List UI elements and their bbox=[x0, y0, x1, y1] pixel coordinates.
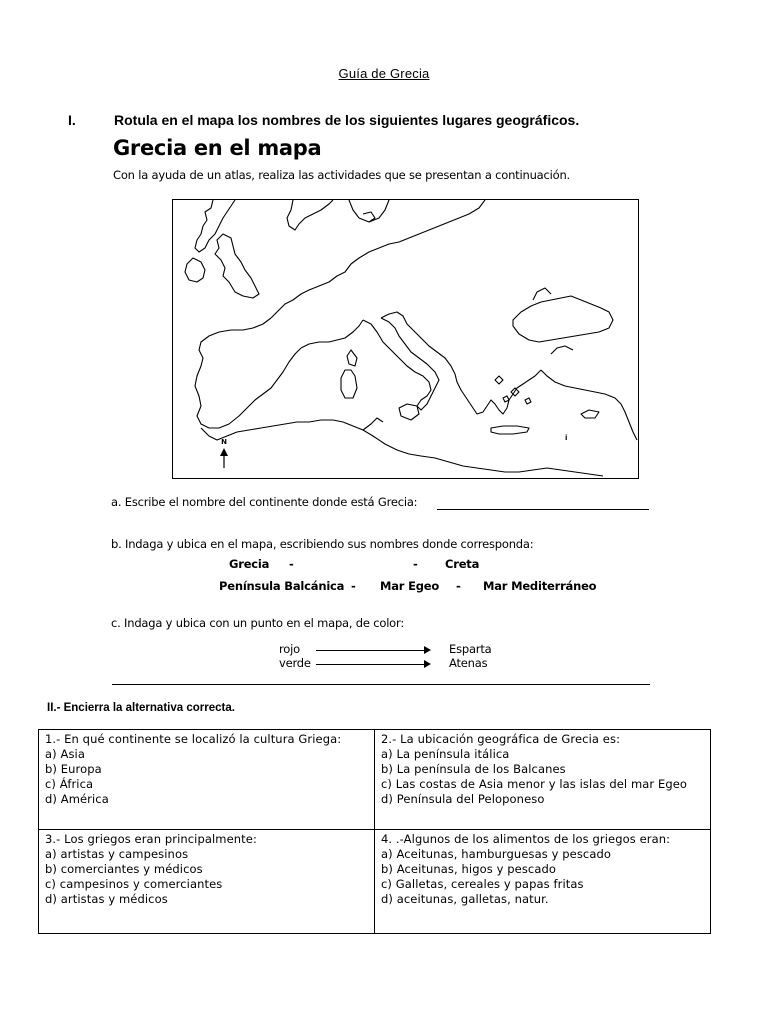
dash: - bbox=[289, 557, 294, 571]
france-south-coast bbox=[301, 320, 363, 348]
arrow-head-icon bbox=[424, 660, 431, 668]
crete-outline bbox=[491, 426, 529, 434]
activity-c: c. Indaga y ubica con un punto en el mapa, de color: bbox=[111, 616, 405, 630]
place-grecia: Grecia bbox=[229, 557, 270, 571]
balkan-coast bbox=[413, 330, 541, 414]
place-creta: Creta bbox=[445, 557, 480, 571]
arrow-line bbox=[316, 650, 424, 651]
section-one-instruction: Rotula en el mapa los nombres de los siguientes lugares geográficos. bbox=[114, 112, 580, 128]
question-text: 2.- La ubicación geográfica de Grecia es: bbox=[381, 732, 621, 746]
activity-b: b. Indaga y ubica en el mapa, escribiendo sus nombres donde corresponda: bbox=[111, 537, 534, 551]
question-cell-4 bbox=[375, 830, 711, 934]
color-verde: verde bbox=[279, 656, 311, 670]
answer-option[interactable]: d) América bbox=[45, 792, 109, 806]
corsica-outline bbox=[347, 350, 357, 366]
answer-option[interactable]: b) Europa bbox=[45, 762, 102, 776]
mediterranean-outline-map bbox=[173, 200, 638, 478]
sicily-outline bbox=[399, 404, 419, 420]
anatolia-coast bbox=[541, 370, 637, 440]
question-cell-1 bbox=[39, 730, 375, 830]
answer-blank-a[interactable] bbox=[437, 509, 649, 510]
arrow-head-icon bbox=[424, 646, 431, 654]
answer-option[interactable]: a) La península itálica bbox=[381, 747, 510, 761]
answer-option[interactable]: a) artistas y campesinos bbox=[45, 847, 189, 861]
north-africa-coast bbox=[201, 420, 603, 476]
answer-option[interactable]: d) Península del Peloponeso bbox=[381, 792, 545, 806]
sardinia-outline bbox=[341, 370, 357, 398]
north-label: N bbox=[221, 438, 227, 446]
dash: - bbox=[351, 579, 356, 593]
answer-option[interactable]: b) comerciantes y médicos bbox=[45, 862, 203, 876]
answer-option[interactable]: b) Aceitunas, higos y pescado bbox=[381, 862, 557, 876]
map-heading: Grecia en el mapa bbox=[113, 136, 322, 160]
answer-option[interactable]: c) Galletas, cereales y papas fritas bbox=[381, 877, 584, 891]
section-two-title: II.- Encierra la alternativa correcta. bbox=[47, 702, 235, 714]
scandinavia-outline bbox=[195, 200, 235, 252]
question-text: 3.- Los griegos eran principalmente: bbox=[45, 832, 257, 846]
color-rojo: rojo bbox=[279, 642, 300, 656]
place-atenas: Atenas bbox=[449, 656, 488, 670]
answer-option[interactable]: d) artistas y médicos bbox=[45, 892, 168, 906]
answer-option[interactable]: b) La península de los Balcanes bbox=[381, 762, 566, 776]
activity-a: a. Escribe el nombre del continente donde está Grecia: bbox=[111, 495, 418, 509]
cyprus-outline bbox=[581, 410, 599, 418]
italy-outline bbox=[363, 318, 439, 410]
question-cell-3 bbox=[39, 830, 375, 934]
answer-option[interactable]: c) campesinos y comerciantes bbox=[45, 877, 223, 891]
ireland-outline bbox=[185, 258, 205, 282]
section-one-number: I. bbox=[68, 112, 76, 128]
place-peninsula-balcanica: Península Balcánica bbox=[219, 579, 345, 593]
answer-option[interactable]: c) África bbox=[45, 777, 94, 791]
north-arrow bbox=[220, 448, 228, 468]
iberia-outline bbox=[195, 318, 301, 428]
question-text: 1.- En qué continente se localizó la cultura Griega: bbox=[45, 732, 342, 746]
baltic-outline bbox=[287, 200, 333, 230]
answer-option[interactable]: c) Las costas de Asia menor y las islas del mar Egeo bbox=[381, 777, 688, 791]
aegean-islands bbox=[495, 376, 531, 404]
north-europe-coast bbox=[271, 200, 485, 318]
answer-option[interactable]: d) aceitunas, galletas, natur. bbox=[381, 892, 549, 906]
multiple-choice-table bbox=[38, 729, 711, 934]
question-text: 4. .-Algunos de los alimentos de los griegos eran: bbox=[381, 832, 671, 846]
blank-map bbox=[172, 199, 639, 479]
dash: - bbox=[456, 579, 461, 593]
britain-outline bbox=[215, 234, 259, 298]
place-esparta: Esparta bbox=[449, 642, 492, 656]
arrow-line bbox=[316, 664, 424, 665]
place-mar-mediterraneo: Mar Mediterráneo bbox=[483, 579, 597, 593]
document-title: Guía de Grecia bbox=[338, 66, 430, 81]
dash: - bbox=[413, 557, 418, 571]
map-instructions: Con la ayuda de un atlas, realiza las actividades que se presentan a continuación. bbox=[113, 168, 570, 182]
map-mark-east: i bbox=[565, 434, 568, 442]
place-mar-egeo: Mar Egeo bbox=[380, 579, 440, 593]
answer-option[interactable]: a) Aceitunas, hamburguesas y pescado bbox=[381, 847, 612, 861]
question-cell-2 bbox=[375, 730, 711, 830]
black-sea-outline bbox=[513, 296, 613, 342]
horizontal-rule bbox=[112, 684, 650, 685]
answer-option[interactable]: a) Asia bbox=[45, 747, 85, 761]
